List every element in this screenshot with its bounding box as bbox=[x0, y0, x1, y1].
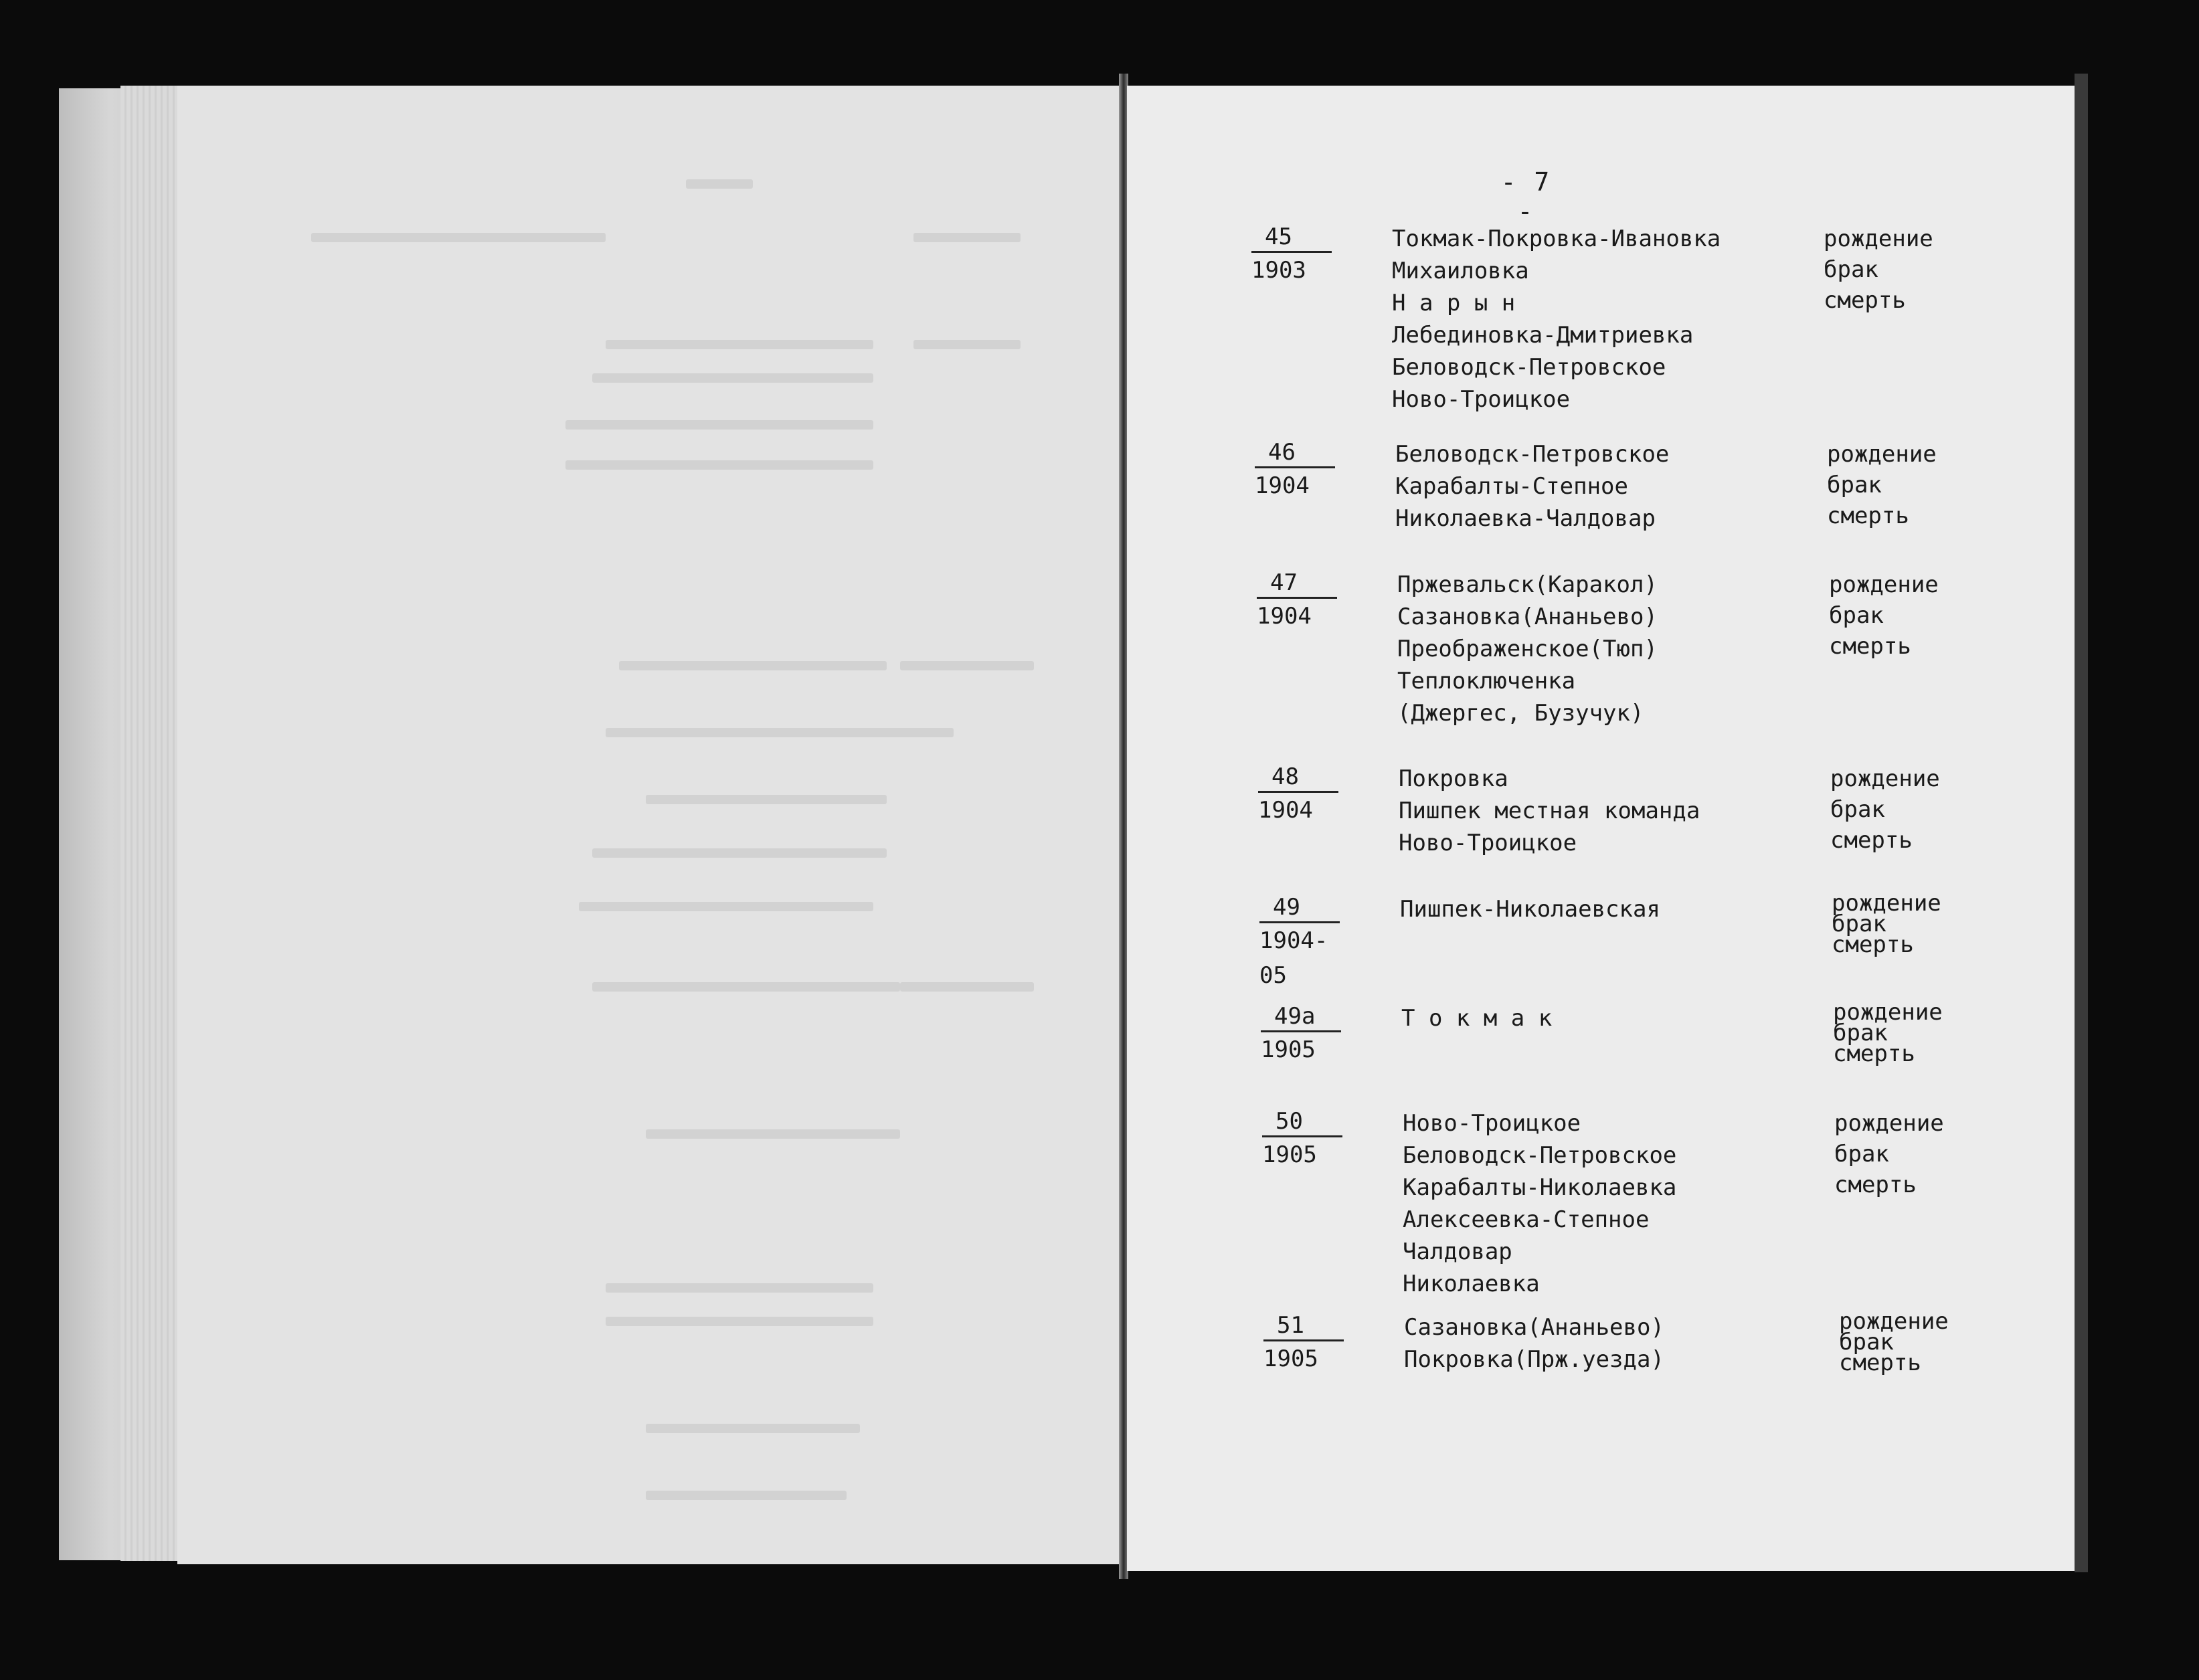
record-types bbox=[1832, 890, 1979, 958]
entry-number: 51 bbox=[1263, 1311, 1344, 1341]
place-list bbox=[1392, 223, 1807, 415]
entry-year: 1905 bbox=[1261, 1036, 1316, 1063]
record-types bbox=[1830, 763, 1977, 855]
entry-year: 1904 bbox=[1258, 797, 1313, 824]
record-type: смерть bbox=[1824, 287, 1906, 314]
place-list bbox=[1395, 438, 1810, 535]
entry-number: 46 bbox=[1255, 438, 1335, 468]
entry-number: 47 bbox=[1257, 569, 1337, 599]
record-types bbox=[1827, 438, 1974, 531]
place-name: Николаевка bbox=[1403, 1271, 1540, 1297]
record-type: рождение bbox=[1833, 999, 1943, 1026]
entry-number: 49 bbox=[1259, 893, 1340, 923]
place-list bbox=[1399, 763, 1814, 859]
entry-year: 1903 bbox=[1251, 257, 1306, 284]
record-type: брак bbox=[1827, 472, 1882, 498]
place-name: Ново-Троицкое bbox=[1403, 1110, 1581, 1137]
record-type: смерть bbox=[1827, 502, 1909, 529]
right-page-edge bbox=[2075, 74, 2088, 1572]
place-list bbox=[1397, 569, 1812, 729]
entry-number-block bbox=[1258, 763, 1352, 828]
place-list bbox=[1401, 1002, 1816, 1034]
record-type: смерть bbox=[1833, 1040, 1915, 1067]
place-name: Лебединовка-Дмитриевка bbox=[1392, 322, 1694, 349]
entry-number-block bbox=[1263, 1311, 1357, 1376]
record-type: брак bbox=[1824, 256, 1878, 283]
place-name: Сазановка(Ананьево) bbox=[1397, 603, 1658, 630]
entry-number: 45 bbox=[1251, 223, 1332, 253]
record-types bbox=[1839, 1308, 1986, 1376]
place-name: Беловодск-Петровское bbox=[1392, 354, 1666, 381]
entry-year: 1904-05 bbox=[1259, 927, 1328, 989]
place-list bbox=[1404, 1311, 1819, 1376]
place-name: Покровка bbox=[1399, 765, 1508, 792]
record-type: смерть bbox=[1829, 633, 1911, 660]
place-name: Беловодск-Петровское bbox=[1395, 441, 1670, 468]
record-type: рождение bbox=[1834, 1110, 1944, 1137]
place-list bbox=[1400, 893, 1815, 925]
entry-year: 1904 bbox=[1255, 472, 1310, 499]
entry-number: 48 bbox=[1258, 763, 1338, 793]
record-type: брак bbox=[1839, 1329, 1894, 1356]
record-type: рождение bbox=[1829, 571, 1939, 598]
record-type: брак bbox=[1829, 602, 1884, 629]
entry-number-block bbox=[1261, 1002, 1354, 1067]
place-name: Сазановка(Ананьево) bbox=[1404, 1314, 1664, 1341]
record-type: рождение bbox=[1832, 890, 1941, 917]
record-type: смерть bbox=[1832, 931, 1914, 958]
entry-number: 49а bbox=[1261, 1002, 1341, 1032]
place-name: Покровка(Прж.уезда) bbox=[1404, 1346, 1664, 1373]
place-name: Пишпек-Николаевская bbox=[1400, 896, 1660, 923]
record-type: рождение bbox=[1827, 441, 1937, 468]
entry-number-block bbox=[1257, 569, 1350, 634]
record-types bbox=[1829, 569, 1976, 661]
place-name: Т о к м а к bbox=[1401, 1005, 1553, 1032]
place-name: Пишпек местная команда bbox=[1399, 798, 1700, 824]
place-name: Алексеевка-Степное bbox=[1403, 1206, 1650, 1233]
place-name: Чалдовар bbox=[1403, 1238, 1512, 1265]
record-type: рождение bbox=[1839, 1308, 1949, 1335]
place-name: Карабалты-Николаевка bbox=[1403, 1174, 1677, 1201]
record-type: рождение bbox=[1824, 225, 1933, 252]
record-types bbox=[1824, 223, 1971, 315]
place-name: Михаиловка bbox=[1392, 258, 1529, 284]
entry-year: 1905 bbox=[1262, 1141, 1317, 1168]
place-list bbox=[1403, 1107, 1818, 1300]
place-name: Преображенское(Тюп) bbox=[1397, 636, 1658, 662]
entry-year: 1904 bbox=[1257, 603, 1312, 630]
place-name: Н а р ы н bbox=[1392, 290, 1516, 316]
place-name: Беловодск-Петровское bbox=[1403, 1142, 1677, 1169]
place-name: Токмак-Покровка-Ивановка bbox=[1392, 225, 1721, 252]
place-name: Пржевальск(Каракол) bbox=[1397, 571, 1658, 598]
entry-number-block bbox=[1262, 1107, 1356, 1172]
page-number: - 7 - bbox=[1500, 167, 1551, 226]
entry-number-block bbox=[1251, 223, 1345, 288]
place-name: Ново-Троицкое bbox=[1392, 386, 1571, 413]
record-type: брак bbox=[1832, 911, 1886, 937]
record-types bbox=[1834, 1107, 1982, 1200]
place-name: (Джергес, Бузучук) bbox=[1397, 700, 1644, 727]
record-type: брак bbox=[1834, 1141, 1889, 1168]
record-type: брак bbox=[1830, 796, 1885, 823]
record-type: смерть bbox=[1830, 827, 1913, 854]
page-stack-leaves bbox=[120, 86, 181, 1561]
place-name: Карабалты-Степное bbox=[1395, 473, 1628, 500]
record-type: рождение bbox=[1830, 765, 1940, 792]
place-name: Теплоключенка bbox=[1397, 668, 1576, 694]
place-name: Ново-Троицкое bbox=[1399, 830, 1577, 856]
entry-number: 50 bbox=[1262, 1107, 1342, 1137]
record-type: смерть bbox=[1834, 1172, 1917, 1198]
entry-number-block bbox=[1259, 893, 1353, 993]
record-type: смерть bbox=[1839, 1349, 1921, 1376]
place-name: Николаевка-Чалдовар bbox=[1395, 505, 1656, 532]
record-types bbox=[1833, 999, 1980, 1067]
entry-year: 1905 bbox=[1263, 1345, 1318, 1372]
record-type: брак bbox=[1833, 1020, 1888, 1046]
left-page-bleed-through bbox=[177, 86, 1121, 1564]
entry-number-block bbox=[1255, 438, 1348, 503]
